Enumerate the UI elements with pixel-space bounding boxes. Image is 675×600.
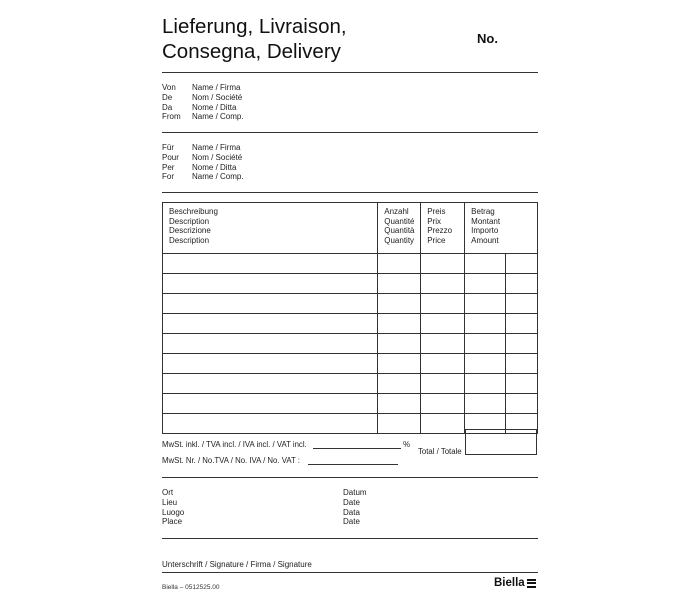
from-value-de: Name / Firma (192, 83, 241, 92)
vat-incl-line (162, 440, 410, 449)
table-row (163, 334, 538, 354)
cell-price[interactable] (421, 354, 465, 374)
header-price: Preis Prix Prezzo Price (421, 203, 465, 254)
place-labels (162, 488, 184, 527)
cell-quantity[interactable] (378, 274, 421, 294)
cell-quantity[interactable] (378, 314, 421, 334)
cell-description[interactable] (163, 294, 378, 314)
number-label: No. (477, 31, 498, 46)
table-row (163, 374, 538, 394)
cell-price[interactable] (421, 274, 465, 294)
to-label-en: For (162, 172, 174, 182)
title-line-2: Consegna, Delivery (162, 40, 341, 63)
place-label-fr: Lieu (162, 497, 178, 507)
cell-price[interactable] (421, 254, 465, 274)
table-row (163, 294, 538, 314)
cell-price[interactable] (421, 294, 465, 314)
cell-amount-main[interactable] (465, 334, 506, 354)
date-label-de: Datum (343, 488, 367, 497)
header-description: Beschreibung Description Descrizione Description (163, 203, 378, 254)
cell-amount-cents[interactable] (506, 314, 538, 334)
divider-to (162, 192, 538, 193)
product-code: Biella – 0512525.00 (162, 584, 220, 591)
to-values (192, 143, 244, 182)
table-row (163, 354, 538, 374)
form-title (162, 14, 347, 64)
title-line-1: Lieferung, Livraison, (162, 15, 347, 38)
to-value-de: Name / Firma (192, 143, 241, 152)
cell-description[interactable] (163, 354, 378, 374)
cell-price[interactable] (421, 414, 465, 434)
to-value-en: Name / Comp. (192, 172, 244, 182)
cell-amount-cents[interactable] (506, 374, 538, 394)
cell-quantity[interactable] (378, 374, 421, 394)
place-label-en: Place (162, 517, 183, 527)
from-label-it: Da (162, 102, 173, 112)
table-row (163, 274, 538, 294)
table-header-row (163, 203, 538, 254)
from-value-en: Name / Comp. (192, 112, 244, 122)
cell-amount-cents[interactable] (506, 334, 538, 354)
total-box[interactable] (465, 429, 537, 455)
cell-quantity[interactable] (378, 254, 421, 274)
vat-number-label: MwSt. Nr. / No.TVA / No. IVA / No. VAT : (162, 456, 300, 465)
date-label-it: Data (343, 507, 360, 517)
cell-description[interactable] (163, 274, 378, 294)
vat-incl-label: MwSt. inkl. / TVA incl. / IVA incl. / VAT incl. (162, 440, 307, 449)
cell-description[interactable] (163, 374, 378, 394)
date-label-fr: Date (343, 497, 360, 507)
cell-quantity[interactable] (378, 394, 421, 414)
divider-from (162, 132, 538, 133)
from-values (192, 83, 244, 122)
vat-number-line (162, 456, 398, 465)
cell-quantity[interactable] (378, 334, 421, 354)
divider-vat (162, 477, 538, 478)
cell-quantity[interactable] (378, 294, 421, 314)
cell-description[interactable] (163, 394, 378, 414)
cell-amount-cents[interactable] (506, 254, 538, 274)
brand-name: Biella (494, 577, 525, 589)
to-value-it: Nome / Ditta (192, 162, 237, 172)
items-table (162, 202, 538, 434)
cell-quantity[interactable] (378, 354, 421, 374)
cell-amount-main[interactable] (465, 294, 506, 314)
cell-description[interactable] (163, 414, 378, 434)
from-label-en: From (162, 112, 181, 122)
cell-amount-cents[interactable] (506, 394, 538, 414)
cell-amount-main[interactable] (465, 354, 506, 374)
cell-amount-cents[interactable] (506, 274, 538, 294)
vat-percent-sign: % (403, 440, 410, 449)
cell-amount-cents[interactable] (506, 294, 538, 314)
cell-amount-cents[interactable] (506, 354, 538, 374)
place-label-it: Luogo (162, 507, 185, 517)
signature-label: Unterschrift / Signature / Firma / Signature (162, 560, 312, 569)
cell-amount-main[interactable] (465, 254, 506, 274)
cell-description[interactable] (163, 334, 378, 354)
cell-price[interactable] (421, 394, 465, 414)
total-label: Total / Totale (418, 447, 462, 456)
from-labels (162, 83, 181, 122)
cell-amount-main[interactable] (465, 374, 506, 394)
date-label-en: Date (343, 517, 360, 527)
from-label-fr: De (162, 92, 173, 102)
vat-number-field[interactable] (308, 464, 398, 465)
to-label-fr: Pour (162, 152, 179, 162)
cell-amount-main[interactable] (465, 394, 506, 414)
date-labels (343, 488, 367, 527)
to-labels (162, 143, 179, 182)
to-label-it: Per (162, 162, 175, 172)
cell-quantity[interactable] (378, 414, 421, 434)
table-row (163, 394, 538, 414)
table-row (163, 254, 538, 274)
divider-top (162, 72, 538, 73)
from-label-de: Von (162, 83, 176, 92)
brand-mark-icon (527, 579, 536, 588)
header-quantity: Anzahl Quantité Quantità Quantity (378, 203, 421, 254)
from-value-fr: Nom / Société (192, 92, 243, 102)
cell-amount-main[interactable] (465, 274, 506, 294)
brand-logo (494, 577, 536, 589)
place-label-de: Ort (162, 488, 174, 497)
to-label-de: Für (162, 143, 174, 152)
cell-price[interactable] (421, 314, 465, 334)
from-value-it: Nome / Ditta (192, 102, 237, 112)
cell-description[interactable] (163, 314, 378, 334)
divider-place (162, 538, 538, 539)
cell-price[interactable] (421, 334, 465, 354)
cell-amount-main[interactable] (465, 314, 506, 334)
table-row (163, 314, 538, 334)
divider-signature (162, 572, 538, 573)
vat-percent-field[interactable] (313, 448, 401, 449)
to-value-fr: Nom / Société (192, 152, 243, 162)
cell-description[interactable] (163, 254, 378, 274)
cell-price[interactable] (421, 374, 465, 394)
header-amount: Betrag Montant Importo Amount (465, 203, 538, 254)
